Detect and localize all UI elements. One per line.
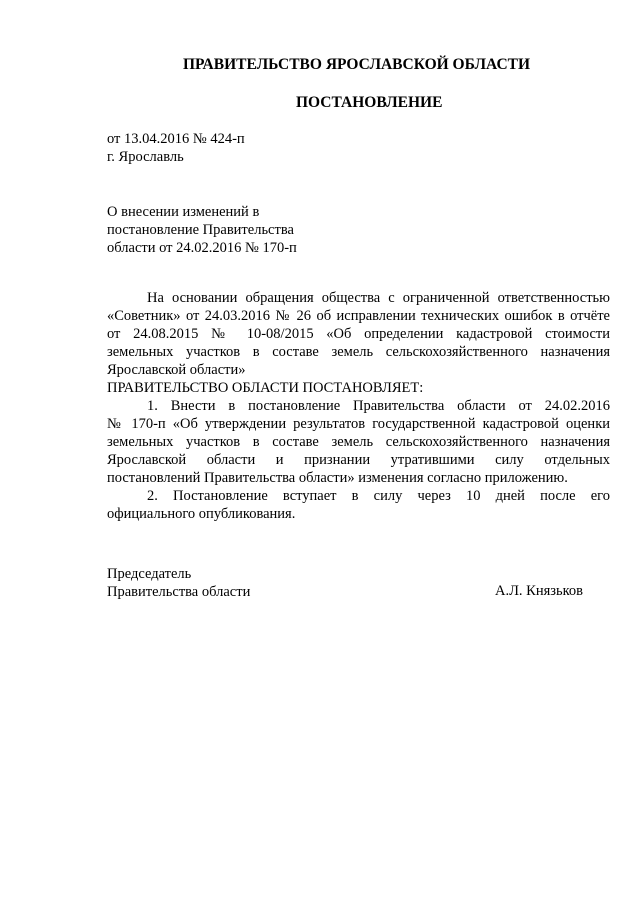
signature-title-2: Правительства области <box>107 584 251 600</box>
item-1-line-5: постановлений Правительства области» изменения согласно приложению. <box>107 470 568 486</box>
item-2-line-1: 2. Постановление вступает в силу через 10 дней после его <box>147 488 610 504</box>
city: г. Ярославль <box>107 149 184 165</box>
signature-title-1: Председатель <box>107 566 192 582</box>
preamble-line-4: земельных участков в составе земель сельскохозяйственного назначения <box>107 344 610 360</box>
item-1-line-2: № 170-п «Об утверждении результатов государственной кадастровой оценки <box>107 416 610 432</box>
item-2-line-2: официального опубликования. <box>107 506 296 522</box>
government-title: ПРАВИТЕЛЬСТВО ЯРОСЛАВСКОЙ ОБЛАСТИ <box>183 56 531 73</box>
preamble-paragraph <box>107 289 610 379</box>
preamble-line-3: от 24.08.2015 № 10-08/2015 «Об определении кадастровой стоимости <box>107 326 610 342</box>
subject-line-1: О внесении изменений в <box>107 204 260 220</box>
resolves-heading: ПРАВИТЕЛЬСТВО ОБЛАСТИ ПОСТАНОВЛЯЕТ: <box>107 380 424 396</box>
subject-line-2: постановление Правительства <box>107 222 294 238</box>
item-1-line-1: 1. Внести в постановление Правительства области от 24.02.2016 <box>147 398 610 414</box>
document-type-title: ПОСТАНОВЛЕНИЕ <box>296 94 443 111</box>
date-number: от 13.04.2016 № 424-п <box>107 131 245 147</box>
preamble-line-5: Ярославской области» <box>107 362 246 378</box>
preamble-line-2: «Советник» от 24.03.2016 № 26 об исправлении технических ошибок в отчёте <box>107 308 610 324</box>
preamble-line-1: На основании обращения общества с ограниченной ответственностью <box>147 290 610 306</box>
signatory-name: А.Л. Князьков <box>495 583 584 599</box>
item-1-line-4: Ярославской области и признании утратившими силу отдельных <box>107 452 610 468</box>
item-2-paragraph <box>107 487 610 523</box>
item-1-paragraph <box>107 397 610 487</box>
item-1-line-3: земельных участков в составе земель сельскохозяйственного назначения <box>107 434 610 450</box>
subject-line-3: области от 24.02.2016 № 170-п <box>107 240 297 256</box>
